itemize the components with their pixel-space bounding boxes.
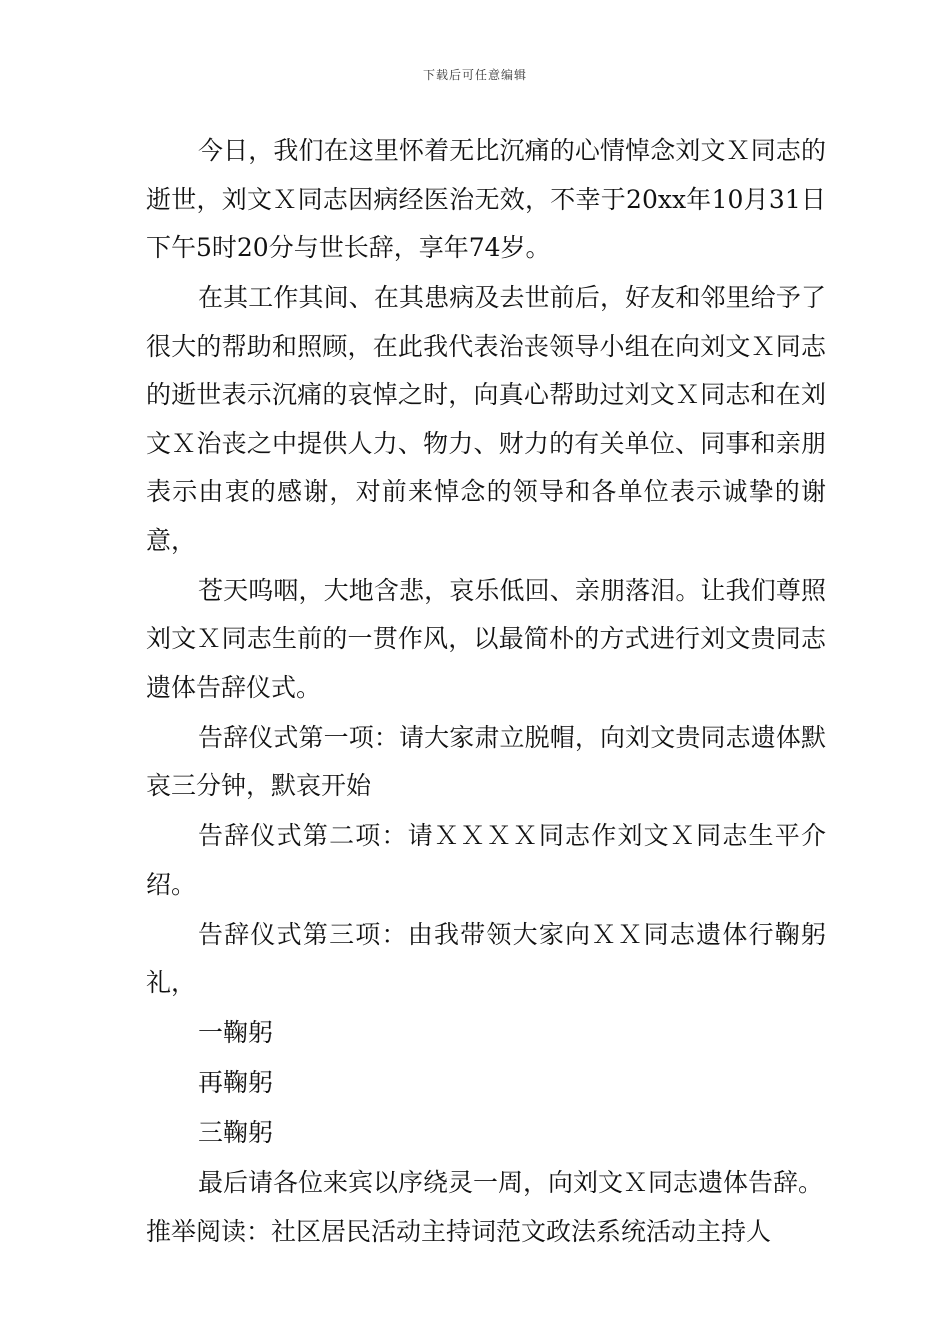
paragraph-bow-two: 再鞠躬 <box>198 1068 274 1097</box>
paragraph-step-two: 告辞仪式第二项：请ＸＸＸＸ同志作刘文Ｘ同志生平介绍。 <box>146 821 826 899</box>
header-note: 下载后可任意编辑 <box>422 68 527 82</box>
paragraph-mourning: 苍天呜咽，大地含悲，哀乐低回、亲朋落泪。让我们尊照刘文Ｘ同志生前的一贯作风，以最简朴的方式进行刘文贵同志遗体告辞仪式。 <box>146 575 826 702</box>
paragraph-step-one: 告辞仪式第一项：请大家肃立脱帽，向刘文贵同志遗体默哀三分钟，默哀开始 <box>146 722 826 800</box>
paragraph-bow-one: 一鞠躬 <box>198 1018 274 1047</box>
document-body <box>146 127 826 1256</box>
paragraph-step-three: 告辞仪式第三项：由我带领大家向ＸＸ同志遗体行鞠躬礼， <box>146 919 826 997</box>
paragraph-bow-three: 三鞠躬 <box>198 1118 274 1147</box>
paragraph-recommended-reading: 推举阅读：社区居民活动主持词范文政法系统活动主持人 <box>146 1216 772 1246</box>
paragraph-closing: 最后请各位来宾以序绕灵一周，向刘文Ｘ同志遗体告辞。 <box>198 1168 824 1197</box>
paragraph-thanks: 在其工作其间、在其患病及去世前后，好友和邻里给予了很大的帮助和照顾，在此我代表治丧领导小组在向刘文Ｘ同志的逝世表示沉痛的哀悼之时，向真心帮助过刘文Ｘ同志和在刘文Ｘ治丧之中提供人力、物力、财力的有关单位、同事和亲朋表示由衷的感谢，对前来悼念的领导和各单位表示诚挚的谢意， <box>146 283 826 555</box>
paragraph-opening: 今日，我们在这里怀着无比沉痛的心情悼念刘文Ｘ同志的逝世，刘文Ｘ同志因病经医治无效，不幸于20xx年10月31日下午5时20分与世长辞，享年74岁。 <box>146 136 826 262</box>
